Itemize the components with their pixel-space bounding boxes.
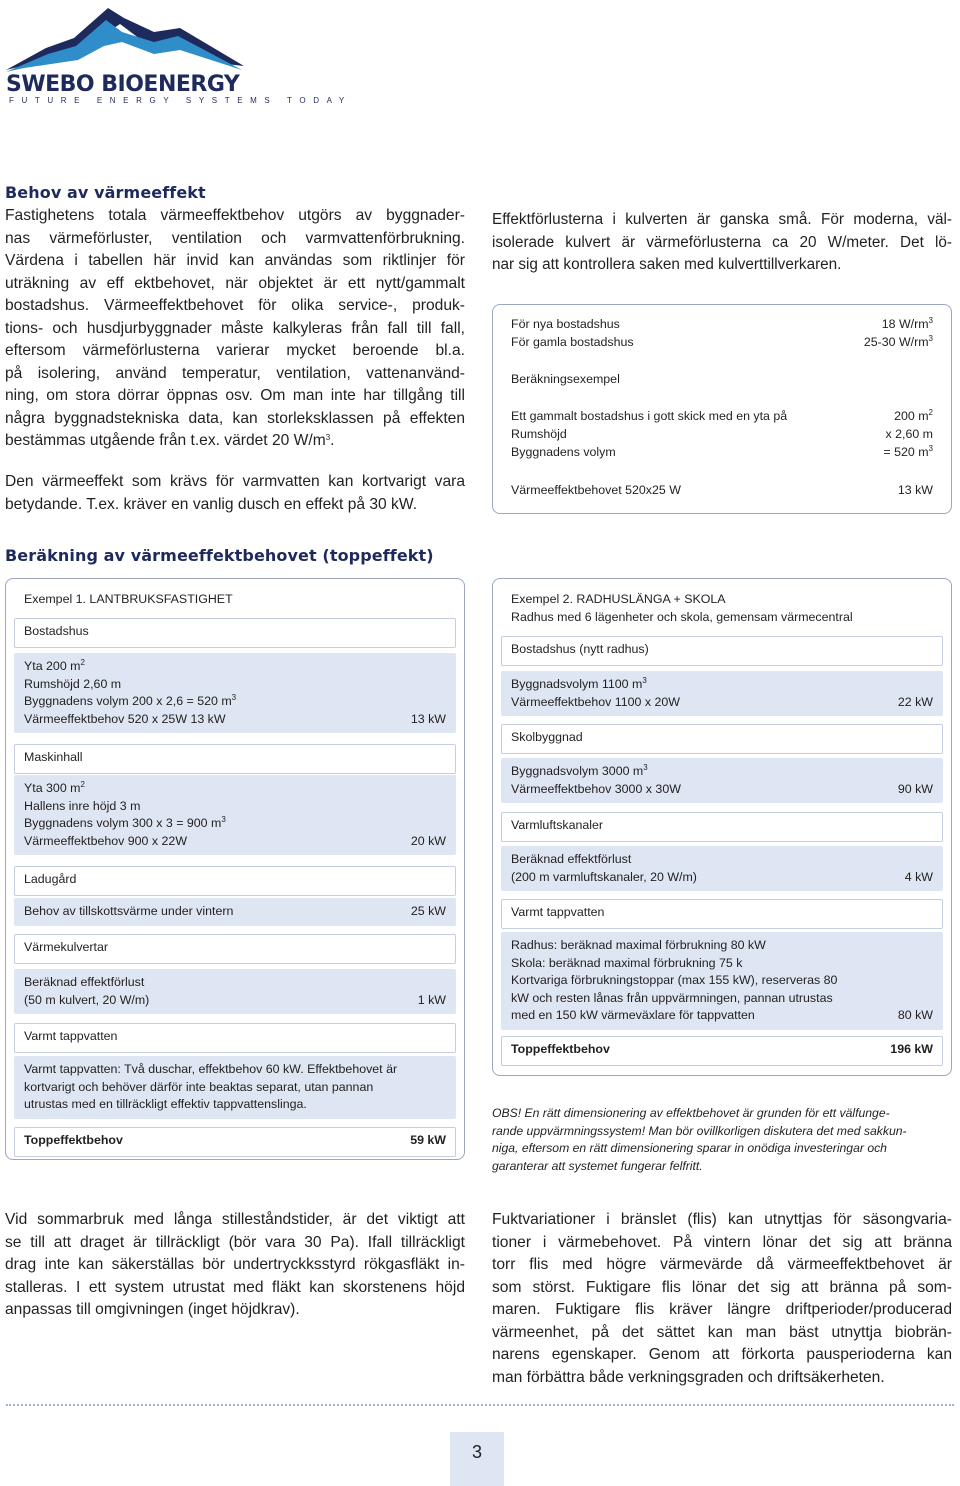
block-value: 22 kW <box>897 694 933 709</box>
text-line: tions- och husdjurbyggnader måste kalkyleras från fall till fall, <box>5 319 465 337</box>
block-line: Varmluftskanaler <box>511 818 604 832</box>
guide-row <box>511 408 933 426</box>
block-line: Byggnadens volym 300 x 3 = 900 $m^3$ <box>24 815 226 830</box>
block-line: Värmeeffektbehov 1100 x 20W <box>511 694 680 709</box>
text-line: maren. Fuktigare flis kräver längre driftperioder/producerad <box>492 1301 952 1318</box>
block-value: 196 kW <box>890 1042 933 1056</box>
obs-line: rande uppvärmningssystem! Man bör ovillkorligen diskutera det med sakkun- <box>492 1123 907 1138</box>
block-text <box>511 763 933 798</box>
example1-title: Exempel 1. LANTBRUKSFASTIGHET <box>24 592 233 606</box>
block-line: Varmt tappvatten <box>24 1029 118 1043</box>
guide-label: För nya bostadshus <box>511 317 620 331</box>
text-line: Vid sommarbruk med långa stilleståndstider, är det viktigt att <box>5 1211 465 1228</box>
guide-value: 25-30 $W/rm^3$ <box>863 334 933 349</box>
block-text <box>24 623 446 641</box>
block-text <box>24 1061 446 1114</box>
guide-label: Ett gammalt bostadshus i gott skick med en yta på <box>511 409 788 423</box>
guide-value: 200 $m^2$ <box>894 408 933 423</box>
footer-divider <box>6 1404 954 1406</box>
example2-title: Exempel 2. RADHUSLÄNGA + SKOLA <box>511 592 726 606</box>
block-line: Byggnadsvolym 3000 $m^3$ <box>511 763 648 778</box>
guide-label: Värmeeffektbehovet 520x25 W <box>511 483 681 497</box>
guide-label: Beräkningsexempel <box>511 372 620 386</box>
block-line: Värmekulvertar <box>24 940 109 954</box>
obs-line: OBS! En rätt dimensionering av effektbehovet är grunden för ett välfunge- <box>492 1106 890 1120</box>
block-value: 90 kW <box>897 781 933 796</box>
block-line: Skolbyggnad <box>511 730 583 744</box>
block-text <box>511 641 933 659</box>
text-line: eftersom värmeförlusterna varierar mycket beroende bl.a. <box>5 342 465 359</box>
block-line: (200 m varmluftskanaler, 20 W/m) <box>511 869 697 884</box>
company-logo <box>4 2 352 106</box>
block-line: Rumshöjd 2,60 m <box>24 676 122 691</box>
block-text <box>511 851 933 886</box>
text-line: narens egenskaper. Genom att förkorta pausperioderna kan <box>492 1346 952 1363</box>
brand-tagline: FUTURE ENERGY SYSTEMS TODAY <box>9 96 352 105</box>
intro-paragraph <box>5 205 465 453</box>
block-line: Skola: beräknad maximal förbrukning 75 k <box>511 955 743 970</box>
block-line: utrustas med en tillräckligt effektiv tappvattenslinga. <box>24 1097 307 1111</box>
block-line: kortvarigt och behöver därför inte beaktas separat, utan pannan <box>24 1079 374 1094</box>
block-text <box>511 729 933 747</box>
example2-box <box>492 578 952 1076</box>
guide-row <box>511 426 933 444</box>
block-text <box>24 780 446 850</box>
block-line: Toppeffektbehov <box>511 1042 610 1056</box>
block-line: med en 150 kW värmeväxlare för tappvatten <box>511 1008 755 1022</box>
text-line: torr flis med högre värmevärde då värmeeffektbehovet är <box>492 1256 952 1273</box>
text-line: anpassas till omgivningen (inget höjdkrav). <box>5 1301 300 1318</box>
text-line: Fastighetens totala värmeeffektbehov utgörs av byggnader- <box>5 207 465 224</box>
block-line: Yta 200 $m^2$ <box>24 658 85 673</box>
block-line: Kortvariga förbrukningstoppar (max 155 kW), reserveras 80 <box>511 973 838 987</box>
block-text <box>24 903 446 921</box>
text-line: Effektförlusterna i kulverten är ganska små. För moderna, väl- <box>492 211 952 228</box>
guide-row <box>511 371 933 389</box>
guide-value: x 2,60 m <box>885 427 933 441</box>
block-line: Varmt tappvatten: Två duschar, effektbehov 60 kW. Effektbehovet är <box>24 1062 398 1076</box>
text-line: på isolering, använd temperatur, ventilation, vattenanvänd- <box>5 364 465 382</box>
page-number: 3 <box>450 1432 504 1486</box>
block-text <box>24 749 446 767</box>
block-line: Byggnadsvolym 1100 $m^3$ <box>511 676 647 691</box>
hot-water-paragraph <box>5 471 465 516</box>
block-line: Bostadshus (nytt radhus) <box>511 642 649 656</box>
text-line: några byggnadstekniska data, kan storleksklassen på effekten <box>5 409 465 427</box>
text-line: nar sig att kontrollera saken med kulverttillverkaren. <box>492 256 842 273</box>
obs-line: niga, eftersom en rätt dimensionering sparar in onödiga investeringar och <box>492 1141 887 1156</box>
text-line: se till att draget är tillräckligt (bör vara 30 Pa). Ifall tillräckligt <box>5 1233 465 1251</box>
brand-name: SWEBO BIOENERGY <box>6 72 240 97</box>
moisture-paragraph <box>492 1209 952 1389</box>
block-text <box>24 974 446 1009</box>
guide-row <box>511 444 933 462</box>
guide-label: För gamla bostadshus <box>511 335 634 349</box>
block-value: 59 kW <box>410 1133 446 1147</box>
summer-use-paragraph <box>5 1209 465 1322</box>
text-line: man förbättra både verkningsgraden och driftsäkerheten. <box>492 1368 885 1386</box>
text-line: tioner i värmebehovet. På vintern lönar det sig att bränna <box>492 1233 952 1251</box>
guide-row <box>511 482 933 500</box>
mountain-logo-icon <box>4 2 254 78</box>
block-text <box>24 871 446 889</box>
guide-label: Rumshöjd <box>511 427 567 441</box>
block-value: 80 kW <box>897 1008 933 1022</box>
block-line: Maskinhall <box>24 750 83 764</box>
block-line: Värmeeffektbehov 3000 x 30W <box>511 781 681 796</box>
block-line: Beräknad effektförlust <box>511 852 632 866</box>
guide-row <box>511 316 933 334</box>
text-line: Fuktvariationer i bränslet (flis) kan utnyttjas för säsongvaria- <box>492 1211 952 1228</box>
block-line: Ladugård <box>24 872 77 886</box>
obs-note <box>492 1105 954 1175</box>
example2-subtitle: Radhus med 6 lägenheter och skola, gemensam värmecentral <box>511 610 853 624</box>
block-text <box>24 1028 446 1046</box>
text-line: uträkning av eff ektbehovet, när objektet är ett nytt/gammalt <box>5 274 465 292</box>
block-value: 4 kW <box>904 869 933 884</box>
example1-box <box>5 578 465 1160</box>
section-heading-toppeffekt: Beräkning av värmeeffektbehovet (toppeffekt) <box>5 546 434 565</box>
kulvert-paragraph <box>492 209 952 277</box>
text-line: som störst. Fuktigare flis lönar det sig att bränna på som- <box>492 1278 952 1296</box>
block-value: 25 kW <box>410 904 446 918</box>
block-text <box>24 1132 446 1150</box>
block-line: Byggnadens volym 200 x 2,6 = 520 $m^3$ <box>24 693 237 708</box>
guideline-box <box>492 304 952 514</box>
block-value: 20 kW <box>410 833 446 848</box>
text-line: värmeenhet, på det sättet kan man bäst utnyttja biobrän- <box>492 1323 952 1341</box>
section-heading-warmeeffekt: Behov av värmeeffekt <box>5 183 206 202</box>
text-line: stalleras. I ett system utrustat med fläkt kan skorstenens höjd <box>5 1278 465 1296</box>
text-line: drag inte kan säkerställas bör undertryckksstyrd rökgasfläkt in- <box>5 1256 465 1273</box>
block-line: (50 m kulvert, 20 W/m) <box>24 992 150 1007</box>
obs-line: garanterar att systemet fungerar felfritt. <box>492 1158 703 1173</box>
block-line: Yta 300 $m^2$ <box>24 780 85 795</box>
block-line: Varmt tappvatten <box>511 905 605 919</box>
text-line: Den värmeeffekt som krävs för varmvatten kan kortvarigt vara <box>5 473 465 490</box>
block-value: 13 kW <box>410 711 446 726</box>
block-text <box>511 1041 933 1059</box>
block-line: Toppeffektbehov <box>24 1133 123 1147</box>
text-line: ning, om stora dörrar öppnas osv. Om man inte har tillgång till <box>5 387 465 404</box>
text-line: bostadshus. Värmeeffektbehovet för olika service-, produk- <box>5 297 465 314</box>
guide-label: Byggnadens volym <box>511 445 616 459</box>
text-line: bestämmas utgående från t.ex. värdet 20 $W/m^3$. <box>5 432 335 449</box>
block-value: 1 kW <box>417 992 446 1007</box>
guide-value: = 520 $m^3$ <box>883 444 933 459</box>
block-text <box>511 676 933 711</box>
guide-row <box>511 334 933 352</box>
text-line: Värdena i tabellen här invid kan användas som riktlinjer för <box>5 252 465 269</box>
block-line: Hallens inre höjd 3 m <box>24 798 141 813</box>
text-line: isolerade kulvert är värmeförlusterna ca 20 W/meter. Det lö- <box>492 233 952 251</box>
block-line: Bostadshus <box>24 624 89 638</box>
guide-value: 13 kW <box>897 483 933 497</box>
block-line: Värmeeffektbehov 900 x 22W <box>24 833 188 848</box>
block-text <box>511 937 933 1025</box>
block-line: Värmeeffektbehov 520 x 25W 13 kW <box>24 711 226 726</box>
block-line: Beräknad effektförlust <box>24 975 145 989</box>
block-line: Behov av tillskottsvärme under vintern <box>24 904 234 918</box>
block-text <box>24 939 446 957</box>
text-line: nas värmeförluster, ventilation och varmvattenförbrukning. <box>5 229 465 247</box>
guide-value: 18 $W/rm^3$ <box>881 316 933 331</box>
block-text <box>511 817 933 835</box>
block-text <box>24 658 446 728</box>
block-line: Radhus: beräknad maximal förbrukning 80 kW <box>511 938 766 952</box>
block-text <box>511 904 933 922</box>
block-line: kW och resten lånas från uppvärmningen, pannan utrustas <box>511 990 833 1005</box>
text-line: betydande. T.ex. kräver en vanlig dusch en effekt på 30 kW. <box>5 495 418 513</box>
